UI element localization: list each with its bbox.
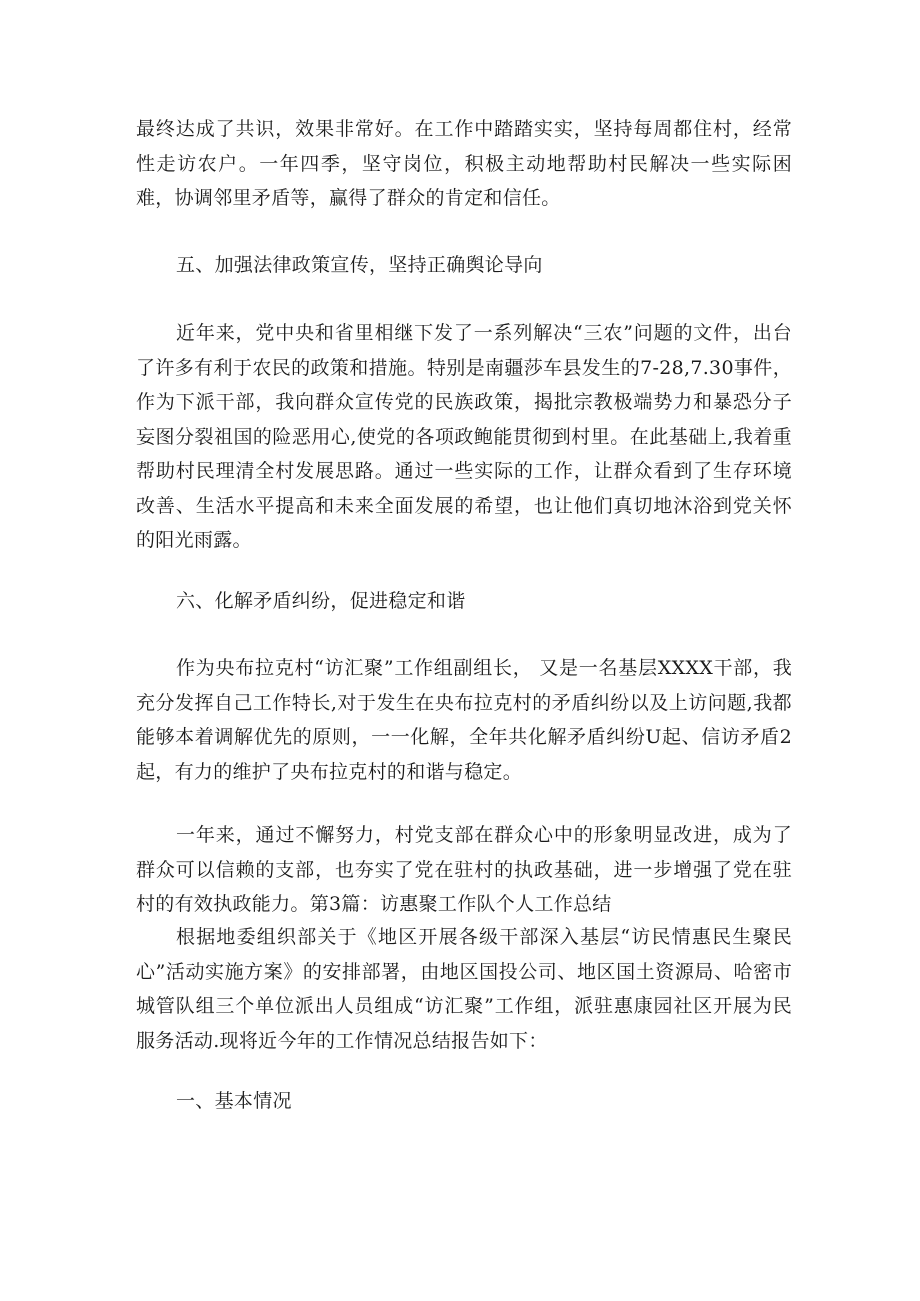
section-heading-six: 六、化解矛盾纠纷，促进稳定和谐: [176, 590, 466, 612]
paragraph-year-summary: 一年来，通过不懈努力，村党支部在群众心中的形象明显改进，成为了群众可以信赖的支部，也夯实了党在驻村的执政基础，进一步增强了党在驻村的有效执政能力。第3篇：访惠聚工作队个人工作总结: [136, 824, 792, 915]
section-heading-five: 五、加强法律政策宣传，坚持正确舆论导向: [176, 254, 543, 276]
paragraph-work-arrangement: 根据地委组织部关于《地区开展各级干部深入基层“访民情惠民生聚民心”活动实施方案》的安排部署，由地区国投公司、地区国土资源局、哈密市城管队组三个单位派出人员组成“访汇聚”工作组，派驻惠康园社区开展为民服务活动.现将近今年的工作情况总结报告如下：: [136, 926, 792, 1052]
paragraph-policy-publicity: 近年来，党中央和省里相继下发了一系列解决“三农”问题的文件，出台了许多有利于农民的政策和措施。特别是南疆莎车县发生的7-28,7.30事件，作为下派干部，我向群众宣传党的民族政策，揭批宗教极端势力和暴恐分子妄图分裂祖国的险恶用心,使党的各项政鲍能贯彻到村里。在此基础上,我着重帮助村民理清全村发展思路。通过一些实际的工作，让群众看到了生存环境改善、生活水平提高和未来全面发展的希望，也让他们真切地沐浴到党关怀的阳光雨露。: [136, 322, 792, 551]
paragraph-dispute-resolution: 作为央布拉克村“访汇聚”工作组副组长， 又是一名基层XXXX干部，我充分发挥自己工作特长,对于发生在央布拉克村的矛盾纠纷以及上访问题,我都能够本着调解优先的原则，一一化解，全年共化解矛盾纠纷U起、信访矛盾2起，有力的维护了央布拉克村的和谐与稳定。: [136, 657, 792, 783]
paragraph-consensus: 最终达成了共识，效果非常好。在工作中踏踏实实，坚持每周都住村，经常性走访农户。一年四季，坚守岗位，积极主动地帮助村民解决一些实际困难，协调邻里矛盾等，赢得了群众的肯定和信任。: [136, 118, 792, 209]
section-heading-basic: 一、基本情况: [176, 1090, 292, 1112]
